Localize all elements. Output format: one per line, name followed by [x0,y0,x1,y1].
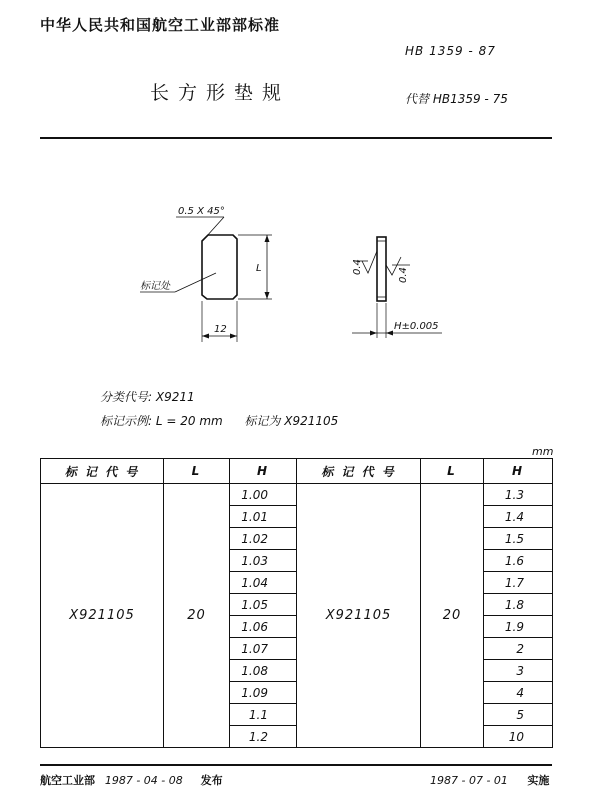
chamfer-label: 0.5 X 45° [178,206,225,217]
right-h-cell: 3 [484,660,553,682]
example-mark: X921105 [284,414,339,428]
right-h-cell: 1.5 [484,528,553,550]
header-h-left: H [230,459,297,484]
right-h-cell: 1.6 [484,550,553,572]
issuing-organization: 中华人民共和国航空工业部部标准 [40,16,281,34]
roughness-symbol-left [362,251,377,273]
right-h-cell: 5 [484,704,553,726]
left-h-cell: 1.01 [230,506,297,528]
left-h-cell: 1.00 [230,484,297,506]
classification-code: X9211 [155,390,195,404]
roughness-label-right: 0.4 [398,267,409,283]
replaces-standard: 代替 HB1359 - 75 [405,92,508,106]
table-row [41,484,553,506]
classification-label: 分类代号: [100,390,153,404]
right-h-cell: 1.8 [484,594,553,616]
right-code-cell: X921105 [297,484,421,748]
left-h-cell: 1.09 [230,682,297,704]
left-h-cell: 1.03 [230,550,297,572]
mark-location-label: 标记处 [140,281,170,292]
left-h-cell: 1.07 [230,638,297,660]
issue-label: 发布 [200,774,223,787]
header-rule [40,137,552,139]
right-h-cell: 1.9 [484,616,553,638]
issuer: 航空工业部 [40,774,95,787]
roughness-label-left: 0.4 [352,259,363,275]
table-header-row [41,459,553,484]
implementation-date: 1987 - 07 - 01 [430,774,508,787]
left-h-cell: 1.2 [230,726,297,748]
header-l-right: L [421,459,484,484]
right-h-cell: 1.4 [484,506,553,528]
gauge-side-view [377,237,386,301]
gauge-front-outline [202,235,237,299]
right-h-cell: 2 [484,638,553,660]
example-mark-label: 标记为 [244,414,281,428]
example-length: L = 20 mm [155,414,223,428]
header-h-right: H [484,459,553,484]
header-l-left: L [164,459,230,484]
left-h-cell: 1.08 [230,660,297,682]
right-h-cell: 1.3 [484,484,553,506]
left-h-cell: 1.05 [230,594,297,616]
footer-rule [40,764,552,766]
left-h-cell: 1.04 [230,572,297,594]
left-h-cell: 1.1 [230,704,297,726]
standard-number: HB 1359 - 87 [405,44,496,58]
example-label: 标记示例: [100,414,153,428]
left-h-cell: 1.02 [230,528,297,550]
issue-date: 1987 - 04 - 08 [104,774,183,787]
width-label: 12 [214,324,227,335]
classification-line [100,388,195,405]
footer-implementation [430,772,549,788]
implementation-label: 实施 [527,774,550,787]
header-code-left: 标 记 代 号 [41,459,164,484]
left-code-cell: X921105 [41,484,164,748]
left-l-cell: 20 [164,484,230,748]
right-l-cell: 20 [421,484,484,748]
table-unit: mm [532,445,554,458]
spec-table [40,458,553,748]
marking-example-line [100,412,338,429]
right-h-cell: 4 [484,682,553,704]
header-code-right: 标 记 代 号 [297,459,421,484]
length-label: L [256,263,262,274]
document-title: 长方形垫规 [150,82,291,104]
thickness-label: H±0.005 [394,321,439,332]
left-h-cell: 1.06 [230,616,297,638]
technical-drawing [120,195,450,345]
footer-issue [40,772,223,788]
right-h-cell: 1.7 [484,572,553,594]
right-h-cell: 10 [484,726,553,748]
